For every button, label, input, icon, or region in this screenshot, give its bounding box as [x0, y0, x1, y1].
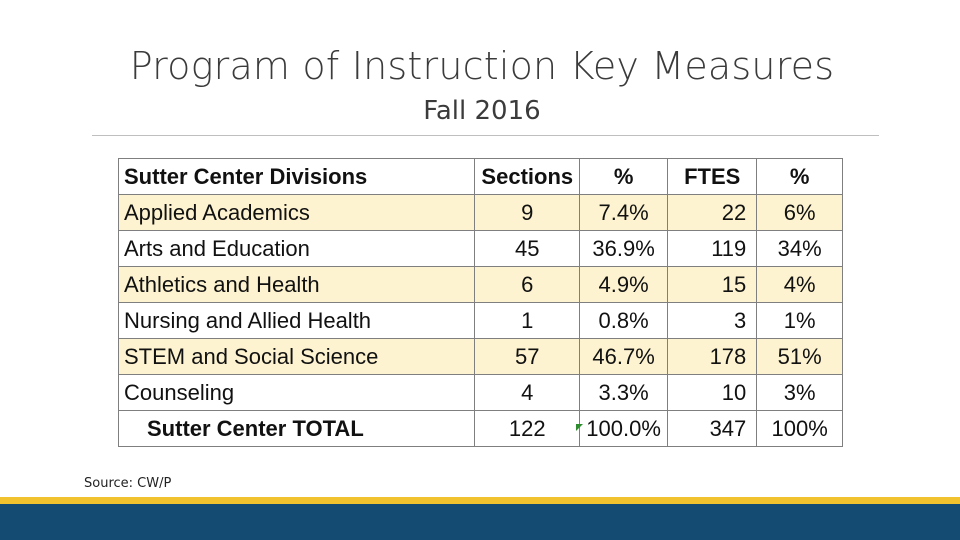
division-cell: Counseling: [119, 375, 475, 411]
table-row: [119, 231, 843, 267]
ftes-pct-cell: 34%: [757, 231, 843, 267]
sections-cell: 9: [475, 195, 580, 231]
ftes-cell: 119: [668, 231, 757, 267]
sections-pct-cell: 7.4%: [580, 195, 668, 231]
sections-cell: 45: [475, 231, 580, 267]
header-ftes-pct: %: [757, 159, 843, 195]
footer-navy-band: [0, 504, 960, 540]
table-row: [119, 303, 843, 339]
table-header-row: [119, 159, 843, 195]
total-row: [119, 411, 843, 447]
title-divider: [92, 135, 879, 136]
total-ftes-pct: 100%: [757, 411, 843, 447]
ftes-pct-cell: 1%: [757, 303, 843, 339]
total-sections: 122: [475, 411, 580, 447]
header-sections: Sections: [475, 159, 580, 195]
sections-cell: 6: [475, 267, 580, 303]
ftes-pct-cell: 4%: [757, 267, 843, 303]
sections-pct-cell: 46.7%: [580, 339, 668, 375]
table-row: [119, 339, 843, 375]
total-ftes: 347: [668, 411, 757, 447]
ftes-cell: 10: [668, 375, 757, 411]
sections-cell: 57: [475, 339, 580, 375]
ftes-pct-cell: 3%: [757, 375, 843, 411]
total-label: Sutter Center TOTAL: [119, 411, 475, 447]
sections-pct-cell: 36.9%: [580, 231, 668, 267]
slide-subtitle: Fall 2016: [423, 96, 541, 126]
ftes-cell: 22: [668, 195, 757, 231]
ftes-cell: 3: [668, 303, 757, 339]
divisions-table: [118, 158, 843, 447]
sections-cell: 1: [475, 303, 580, 339]
ftes-cell: 178: [668, 339, 757, 375]
ftes-cell: 15: [668, 267, 757, 303]
header-sections-pct: %: [580, 159, 668, 195]
cell-comment-marker: [576, 424, 583, 431]
division-cell: Arts and Education: [119, 231, 475, 267]
sections-pct-cell: 0.8%: [580, 303, 668, 339]
source-note: Source: CW/P: [84, 476, 172, 491]
sections-pct-cell: 4.9%: [580, 267, 668, 303]
table-row: [119, 375, 843, 411]
sections-cell: 4: [475, 375, 580, 411]
division-cell: Nursing and Allied Health: [119, 303, 475, 339]
table-row: [119, 267, 843, 303]
sections-pct-cell: 3.3%: [580, 375, 668, 411]
ftes-pct-cell: 51%: [757, 339, 843, 375]
division-cell: Athletics and Health: [119, 267, 475, 303]
footer-gold-band: [0, 497, 960, 504]
total-sections-pct: 100.0%: [580, 411, 668, 447]
division-cell: Applied Academics: [119, 195, 475, 231]
header-ftes: FTES: [668, 159, 757, 195]
header-divisions: Sutter Center Divisions: [119, 159, 475, 195]
ftes-pct-cell: 6%: [757, 195, 843, 231]
division-cell: STEM and Social Science: [119, 339, 475, 375]
table-row: [119, 195, 843, 231]
slide-title: Program of Instruction Key Measures: [129, 44, 835, 88]
